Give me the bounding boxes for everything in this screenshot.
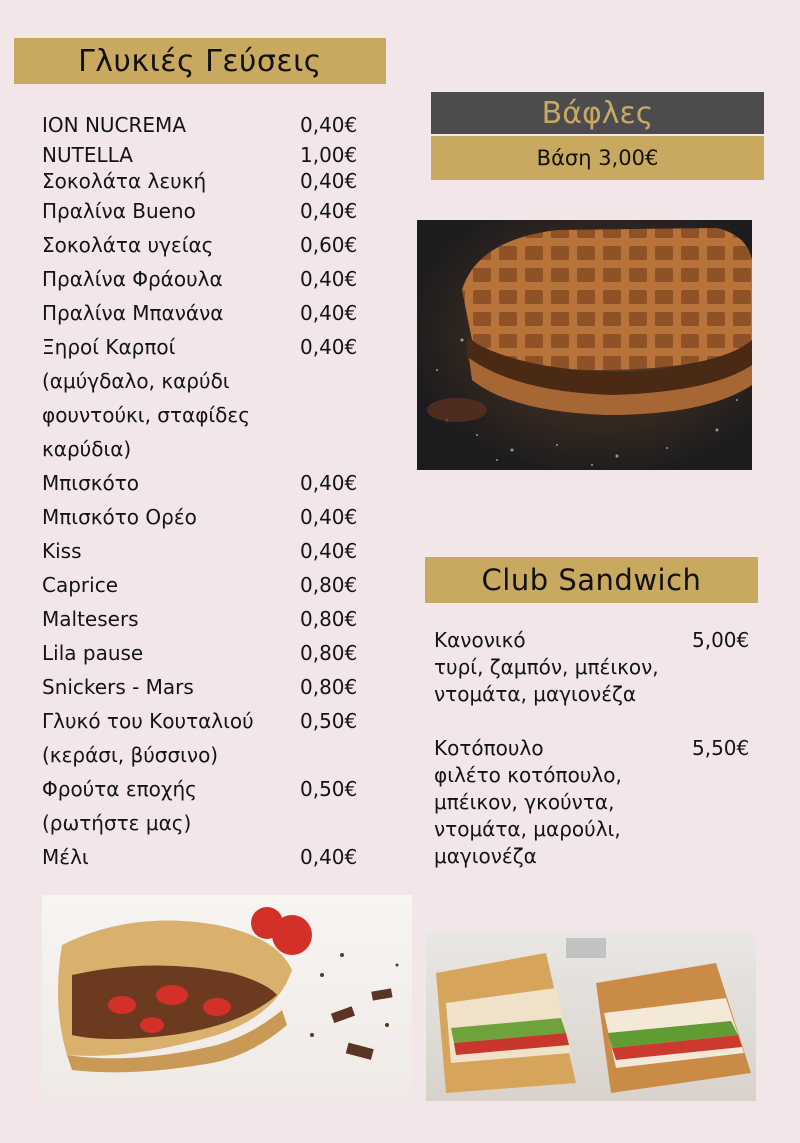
item-name: Φρούτα εποχής <box>42 777 197 801</box>
club-sandwich-title: Club Sandwich <box>481 563 702 597</box>
item-price: 0,40€ <box>300 301 358 325</box>
item-note: φουντούκι, σταφίδες <box>42 403 250 427</box>
list-item-note <box>42 364 372 398</box>
list-item-note <box>42 398 372 432</box>
item-price: 0,80€ <box>300 641 358 665</box>
club-item-price: 5,50€ <box>692 736 750 760</box>
item-price: 0,50€ <box>300 709 358 733</box>
item-price: 0,40€ <box>300 267 358 291</box>
item-price: 0,60€ <box>300 233 358 257</box>
list-item-note <box>42 432 372 466</box>
waffles-base-label: Βάση 3,00€ <box>536 146 659 170</box>
sweet-flavors-list <box>42 108 372 874</box>
club-item-name: Κανονικό <box>434 628 526 652</box>
list-item <box>42 636 372 670</box>
item-price: 0,40€ <box>300 113 358 137</box>
club-sandwich-header <box>425 557 758 603</box>
item-name: Lila pause <box>42 641 144 665</box>
list-item <box>42 534 372 568</box>
crepe-illustration <box>42 895 412 1100</box>
list-item <box>42 194 372 228</box>
list-item <box>42 772 372 806</box>
item-name: Caprice <box>42 573 118 597</box>
item-price: 0,80€ <box>300 607 358 631</box>
item-price: 0,40€ <box>300 505 358 529</box>
list-item-note <box>42 806 372 840</box>
club-item-desc: μαγιονέζα <box>434 844 537 868</box>
item-name: NUTELLA <box>42 143 133 167</box>
club-item-desc: ντομάτα, μαγιονέζα <box>434 682 637 706</box>
list-item <box>42 168 372 194</box>
waffles-title: Βάφλες <box>541 95 654 131</box>
item-price: 0,50€ <box>300 777 358 801</box>
item-name: ION NUCREMA <box>42 113 186 137</box>
sweet-flavors-header <box>14 38 386 84</box>
item-price: 0,80€ <box>300 573 358 597</box>
item-name: Μπισκότο Ορέο <box>42 505 197 529</box>
club-item-desc: ντομάτα, μαρούλι, <box>434 817 621 841</box>
list-item <box>42 262 372 296</box>
item-name: Maltesers <box>42 607 139 631</box>
item-note: (ρωτήστε μας) <box>42 811 192 835</box>
item-price: 0,40€ <box>300 845 358 869</box>
item-name: Μπισκότο <box>42 471 140 495</box>
list-item <box>42 602 372 636</box>
club-item-regular <box>434 627 764 708</box>
waffle-photo <box>417 220 752 470</box>
item-price: 0,80€ <box>300 675 358 699</box>
list-item <box>42 466 372 500</box>
item-name: Ξηροί Καρποί <box>42 335 176 359</box>
list-item <box>42 330 372 364</box>
item-name: Γλυκό του Κουταλιού <box>42 709 254 733</box>
sandwich-illustration <box>426 933 756 1101</box>
list-item <box>42 108 372 142</box>
item-price: 0,40€ <box>300 169 358 193</box>
list-item <box>42 500 372 534</box>
list-item <box>42 568 372 602</box>
item-name: Πραλίνα Μπανάνα <box>42 301 224 325</box>
item-name: Snickers - Mars <box>42 675 194 699</box>
item-name: Μέλι <box>42 845 89 869</box>
waffles-header <box>431 92 764 134</box>
item-price: 0,40€ <box>300 199 358 223</box>
item-name: Σοκολάτα υγείας <box>42 233 214 257</box>
club-sandwich-photo <box>426 933 756 1101</box>
club-item-desc: τυρί, ζαμπόν, μπέικον, <box>434 655 659 679</box>
item-price: 1,00€ <box>300 143 358 167</box>
list-item <box>42 228 372 262</box>
item-name: Kiss <box>42 539 82 563</box>
waffle-illustration <box>417 220 752 470</box>
item-note: καρύδια) <box>42 437 132 461</box>
item-price: 0,40€ <box>300 471 358 495</box>
list-item <box>42 840 372 874</box>
list-item <box>42 704 372 738</box>
list-item-note <box>42 738 372 772</box>
crepe-photo <box>42 895 412 1100</box>
list-item <box>42 670 372 704</box>
item-name: Πραλίνα Bueno <box>42 199 196 223</box>
item-name: Σοκολάτα λευκή <box>42 169 207 193</box>
club-item-desc: φιλέτο κοτόπουλο, <box>434 763 622 787</box>
item-note: (αμύγδαλο, καρύδι <box>42 369 230 393</box>
club-item-price: 5,00€ <box>692 628 750 652</box>
list-item <box>42 142 372 168</box>
list-item <box>42 296 372 330</box>
waffles-base-price <box>431 136 764 180</box>
club-item-desc: μπέικον, γκούντα, <box>434 790 615 814</box>
item-name: Πραλίνα Φράουλα <box>42 267 223 291</box>
club-item-name: Κοτόπουλο <box>434 736 544 760</box>
club-item-chicken <box>434 735 764 870</box>
item-note: (κεράσι, βύσσινο) <box>42 743 219 767</box>
sweet-flavors-title: Γλυκιές Γεύσεις <box>78 43 322 79</box>
item-price: 0,40€ <box>300 335 358 359</box>
item-price: 0,40€ <box>300 539 358 563</box>
